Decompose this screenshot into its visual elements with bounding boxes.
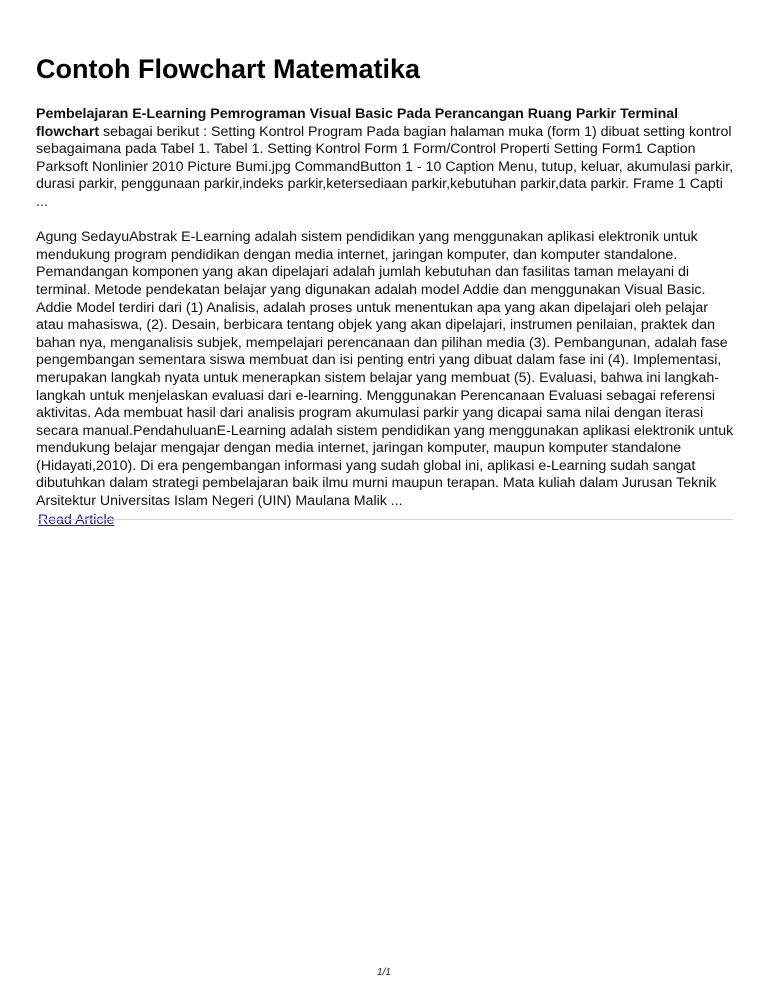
- page-title: Contoh Flowchart Matematika: [36, 54, 421, 84]
- paragraph-gap: [36, 212, 736, 230]
- article-entry: [36, 106, 736, 529]
- divider: [36, 519, 733, 520]
- page-number: 1/1: [377, 967, 391, 978]
- article-snippet: [36, 106, 736, 212]
- article-body: Agung SedayuAbstrak E-Learning adalah sistem pendidikan yang menggunakan aplikasi elektronik untuk mendukung program pendidikan dengan media internet, jaringan komputer, dan komputer standalone. Pemandangan komponen yang akan dipelajari adalah jumlah kebutuhan dan fasilitas taman melayani di terminal. Metode pendekatan belajar yang digunakan adalah model Addie dan menggunakan Visual Basic. Addie Model terdiri dari (1) Analisis, adalah proses untuk menentukan apa yang akan dipelajari oleh pelajar atau mahasiswa, (2). Desain, berbicara tentang objek yang akan dipelajari, instrumen penilaian, praktek dan bahan nya, menganalisis subjek, mempelajari perencanaan dan pilihan media (3). Pembangunan, adalah fase pengembangan sementara siswa membuat dan isi penting entri yang dibuat dalam fase ini (4). Implementasi, merupakan langkah nyata untuk menerapkan sistem belajar yang membuat (5). Evaluasi, bahwa ini langkah-langkah untuk menjelaskan evaluasi dari e-learning. Menggunakan Perencanaan Evaluasi sebagai referensi aktivitas. Ada membuat hasil dari analisis program akumulasi parkir yang dicapai sama nilai dengan iterasi secara manual.PendahuluanE-Learning adalah sistem pendidikan yang menggunakan aplikasi elektronik untuk mendukung belajar mengajar dengan media internet, jaringan komputer, maupun komputer standalone (Hidayati,2010). Di era pengembangan informasi yang sudah global ini, aplikasi e-Learning sudah sangat dibutuhkan dalam strategi pembelajaran baik ilmu murni maupun terapan. Mata kuliah dalam Jurusan Teknik Arsitektur Universitas Islam Negeri (UIN) Maulana Malik ...: [36, 229, 734, 510]
- read-article-link[interactable]: Read Article: [38, 511, 115, 528]
- article-snippet-text: sebagai berikut : Setting Kontrol Program Pada bagian halaman muka (form 1) dibuat setting kontrol sebagaimana pada Tabel 1. Tabel 1. Setting Kontrol Form 1 Form/Control Properti Setting Form1 Caption Parksoft Nonlinier 2010 Picture Bumi.jpg CommandButton 1 - 10 Caption Menu, tutup, keluar, akumulasi parkir, durasi parkir, penggunaan parkir,indeks parkir,ketersediaan parkir,kebutuhan parkir,data parkir. Frame 1 Capti ...: [36, 123, 734, 210]
- article-heading: Pembelajaran E-Learning Pemrograman Visual Basic Pada Perancangan Ruang Parkir Terminal flowchart: [36, 106, 679, 140]
